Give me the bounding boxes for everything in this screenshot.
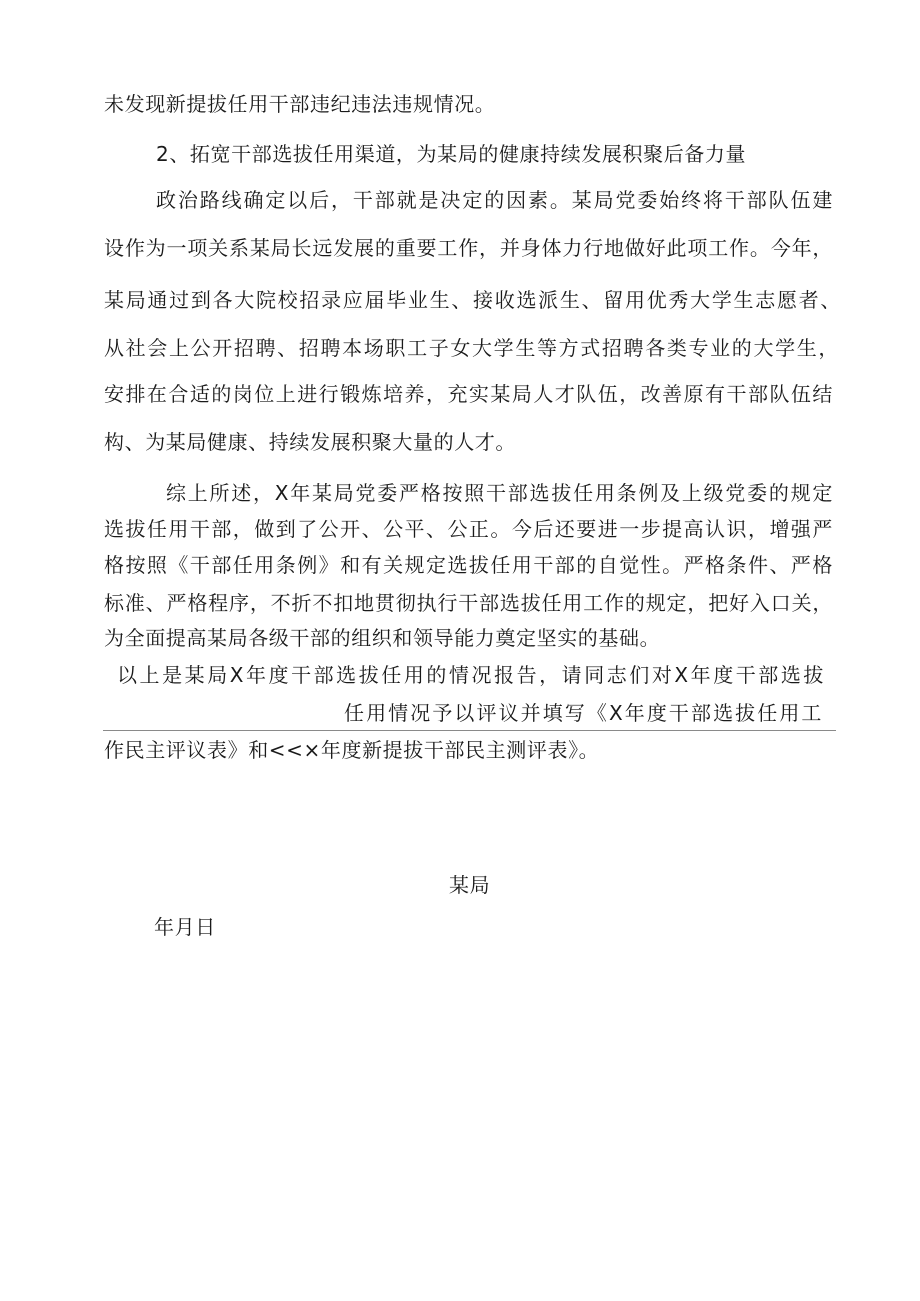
body-line: 以上是某局X年度干部选拔任用的情况报告，请同志们对X年度干部选拔: [117, 663, 824, 687]
signature-org: 某局: [449, 873, 491, 897]
horizontal-rule: [103, 730, 836, 731]
body-line: 综上所述，X年某局党委严格按照干部选拔任用条例及上级党委的规定: [166, 481, 833, 505]
body-line: 设作为一项关系某局长远发展的重要工作，并身体力行地做好此项工作。今年，: [104, 236, 833, 260]
body-line: 安排在合适的岗位上进行锻炼培养，充实某局人才队伍，改善原有干部队伍结: [104, 382, 833, 406]
body-line: 某局通过到各大院校招录应届毕业生、接收选派生、留用优秀大学生志愿者、: [104, 288, 841, 312]
signature-date: 年月日: [154, 915, 216, 939]
body-line: 为全面提高某局各级干部的组织和领导能力奠定坚实的基础。: [104, 626, 661, 650]
body-line: 未发现新提拔任用干部违纪违法违规情况。: [104, 92, 496, 116]
body-line: 作民主评议表》和<<×年度新提拔干部民主测评表》。: [104, 738, 600, 762]
body-line: 构、为某局健康、持续发展积聚大量的人才。: [104, 430, 516, 454]
body-line: 标准、严格程序，不折不扣地贯彻执行干部选拔任用工作的规定，把好入口关，: [104, 591, 833, 615]
body-line: 格按照《干部任用条例》和有关规定选拔任用干部的自觉性。严格条件、严格: [104, 553, 833, 577]
body-line: 从社会上公开招聘、招聘本场职工子女大学生等方式招聘各类专业的大学生，: [104, 336, 839, 360]
section-heading: 2、拓宽干部选拔任用渠道，为某局的健康持续发展积聚后备力量: [156, 142, 747, 166]
body-line: 任用情况予以评议并填写《X年度干部选拔任用工: [344, 701, 822, 725]
body-line: 选拔任用干部，做到了公开、公平、公正。今后还要进一步提高认识，增强严: [104, 517, 833, 541]
body-line: 政治路线确定以后，干部就是决定的因素。某局党委始终将干部队伍建: [156, 188, 833, 212]
